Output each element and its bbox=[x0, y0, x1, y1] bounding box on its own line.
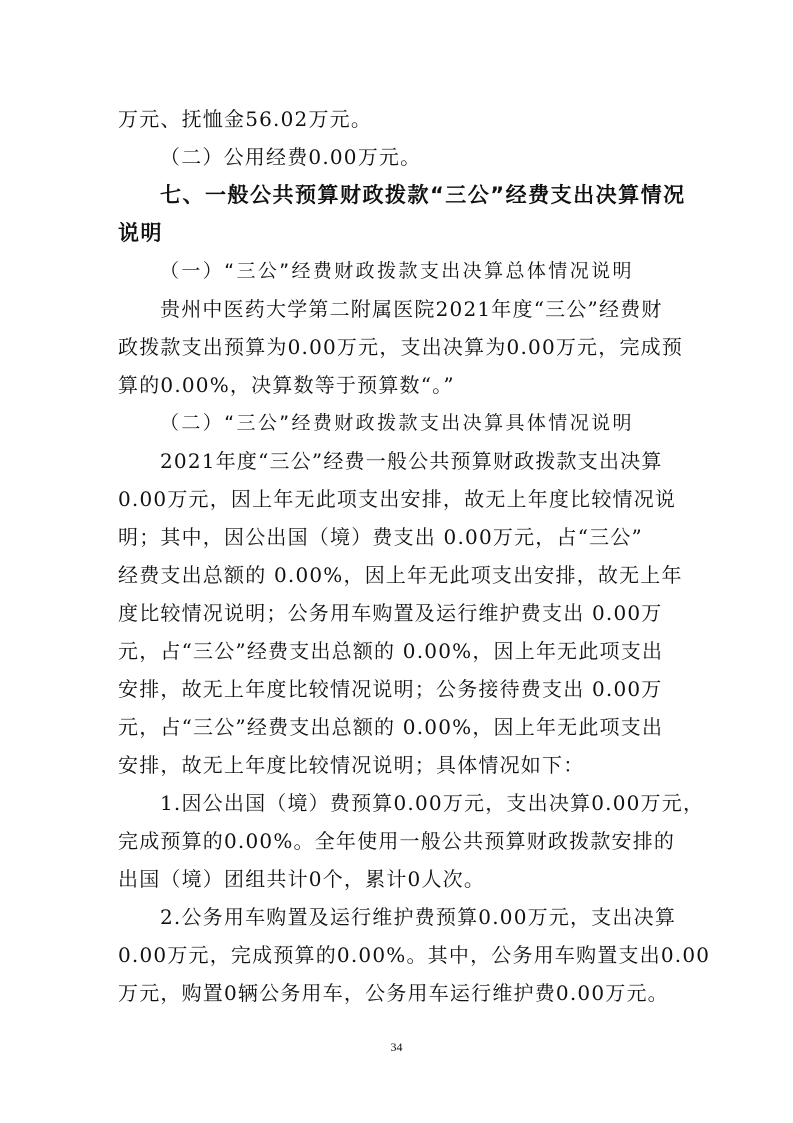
section-heading-continued: 说明 bbox=[118, 221, 163, 245]
body-text-line: 政拨款支出预算为0.00万元，支出决算为0.00万元，完成预 bbox=[118, 335, 684, 359]
body-text-line: 万元、抚恤金56.02万元。 bbox=[118, 107, 373, 131]
body-text-line: 出国（境）团组共计0个，累计0人次。 bbox=[118, 867, 486, 891]
section-item-public-expenses: （二）公用经费0.00万元。 bbox=[160, 145, 422, 169]
body-text-line: 贵州中医药大学第二附属医院2021年度“三公”经费财 bbox=[160, 297, 663, 321]
body-text-line: 经费支出总额的 0.00%，因上年无此项支出安排，故无上年 bbox=[118, 563, 683, 587]
body-text-line: 2021年度“三公”经费一般公共预算财政拨款支出决算 bbox=[160, 449, 663, 473]
list-item-vehicles: 2.公务用车购置及运行维护费预算0.00万元，支出决算 bbox=[160, 905, 677, 929]
page-number: 34 bbox=[390, 1040, 403, 1054]
body-text-line: 明；其中，因公出国（境）费支出 0.00万元，占“三公” bbox=[118, 525, 643, 549]
body-text-line: 0.00万元，因上年无此项支出安排，故无上年度比较情况说 bbox=[118, 487, 677, 511]
body-text-line: 万元，购置0辆公务用车，公务用车运行维护费0.00万元。 bbox=[118, 981, 669, 1005]
list-item-travel-abroad: 1.因公出国（境）费预算0.00万元，支出决算0.00万元， bbox=[160, 791, 705, 815]
section-heading: 七、一般公共预算财政拨款“三公”经费支出决算情况 bbox=[160, 183, 686, 207]
body-text-line: 算的0.00%，决算数等于预算数“。” bbox=[118, 373, 455, 397]
subsection-heading: （二）“三公”经费财政拨款支出决算具体情况说明 bbox=[160, 412, 634, 434]
subsection-heading: （一）“三公”经费财政拨款支出决算总体情况说明 bbox=[160, 260, 634, 282]
body-text-line: 元，占“三公”经费支出总额的 0.00%，因上年无此项支出 bbox=[118, 639, 664, 663]
body-text-line: 度比较情况说明；公务用车购置及运行维护费支出 0.00万 bbox=[118, 601, 663, 625]
body-text-line: 元，占“三公”经费支出总额的 0.00%，因上年无此项支出 bbox=[118, 715, 664, 739]
body-text-line: 安排，故无上年度比较情况说明；具体情况如下： bbox=[118, 753, 585, 777]
body-text-line: 完成预算的0.00%。全年使用一般公共预算财政拨款安排的 bbox=[118, 829, 676, 853]
body-text-line: 安排，故无上年度比较情况说明；公务接待费支出 0.00万 bbox=[118, 677, 663, 701]
body-text-line: 0.00万元，完成预算的0.00%。其中，公务用车购置支出0.00 bbox=[118, 943, 711, 967]
